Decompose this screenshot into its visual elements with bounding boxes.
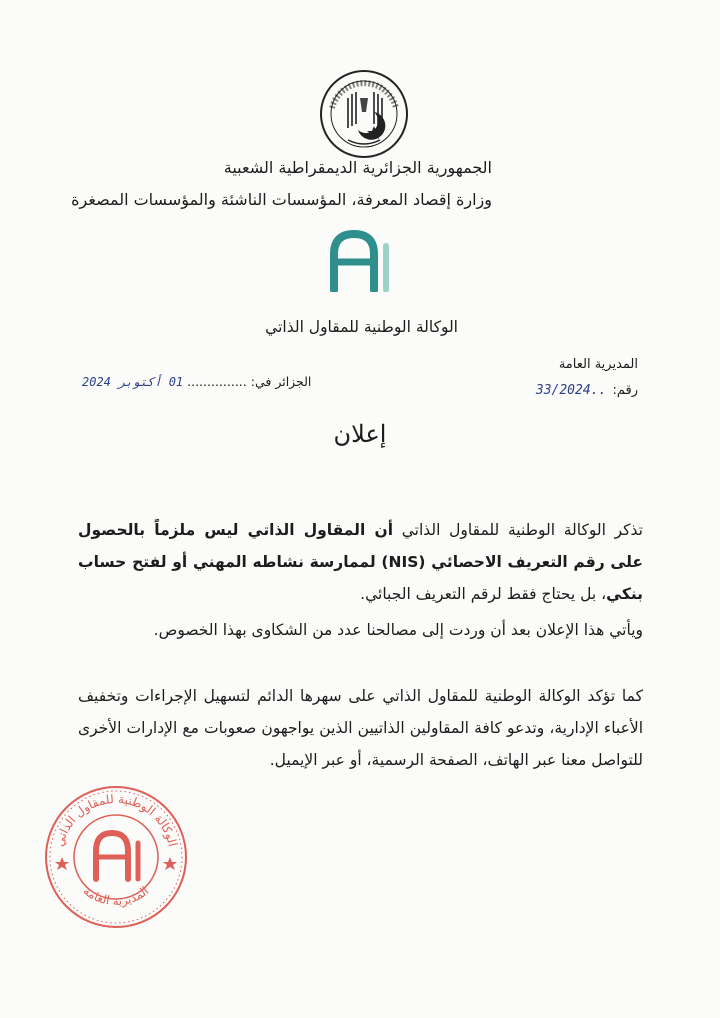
- stamp-bottom-text: المديرية العامة: [80, 883, 152, 909]
- agency-name: الوكالة الوطنية للمقاول الذاتي: [265, 318, 458, 336]
- reference-number-label: رقم:: [612, 383, 638, 398]
- national-seal-emblem: [318, 68, 410, 160]
- paragraph-3: كما تؤكد الوكالة الوطنية للمقاول الذاتي على سهرها الدائم لتسهيل الإجراءات وتخفيف الأعباء الإدارية، وتدعو كافة المقاولين الذاتيين الذين يواجهون صعوبات مع الإدارات الأخرى للتواصل معنا عبر الهاتف، الصفحة الرسمية، أو عبر الإيميل.: [78, 687, 643, 769]
- agency-logo-icon: [328, 228, 392, 292]
- date-dots: ...............: [187, 374, 247, 389]
- place-label: الجزائر في:: [250, 374, 312, 389]
- reference-number: [536, 383, 638, 398]
- place-date: [82, 374, 311, 389]
- stamp-top-text: الوكالة الوطنية للمقاول الذاتي: [52, 791, 180, 848]
- announcement-title: إعلان: [333, 420, 387, 448]
- reference-number-value: ..33/2024: [535, 383, 607, 398]
- svg-text:المديرية العامة: [81, 884, 152, 909]
- ministry-title: وزارة إقصاد المعرفة، المؤسسات الناشئة والمؤسسات المصغرة: [71, 190, 492, 209]
- handwritten-date: 01 أكتوبر 2024: [82, 375, 184, 389]
- paragraph-1-bold: أن المقاول الذاتي ليس ملزماً بالحصول على رقم التعريف الاحصائي (NIS) لممارسة نشاطه المهني أو لفتح حساب بنكي: [78, 521, 644, 603]
- paragraph-1-part-1: تذكر الوكالة الوطنية للمقاول الذاتي: [393, 521, 643, 539]
- agency-stamp: [42, 783, 190, 931]
- directorate-label: المديرية العامة: [558, 357, 638, 372]
- paragraph-1: [78, 514, 643, 610]
- republic-title: الجمهورية الجزائرية الديمقراطية الشعبية: [223, 158, 492, 177]
- paragraph-2: ويأتي هذا الإعلان بعد أن وردت إلى مصالحنا عدد من الشكاوى بهذا الخصوص.: [153, 621, 643, 639]
- paragraph-1-part-2: ، بل يحتاج فقط لرقم التعريف الجبائي.: [360, 585, 607, 603]
- svg-text:الوكالة الوطنية للمقاول الذاتي: [52, 792, 180, 848]
